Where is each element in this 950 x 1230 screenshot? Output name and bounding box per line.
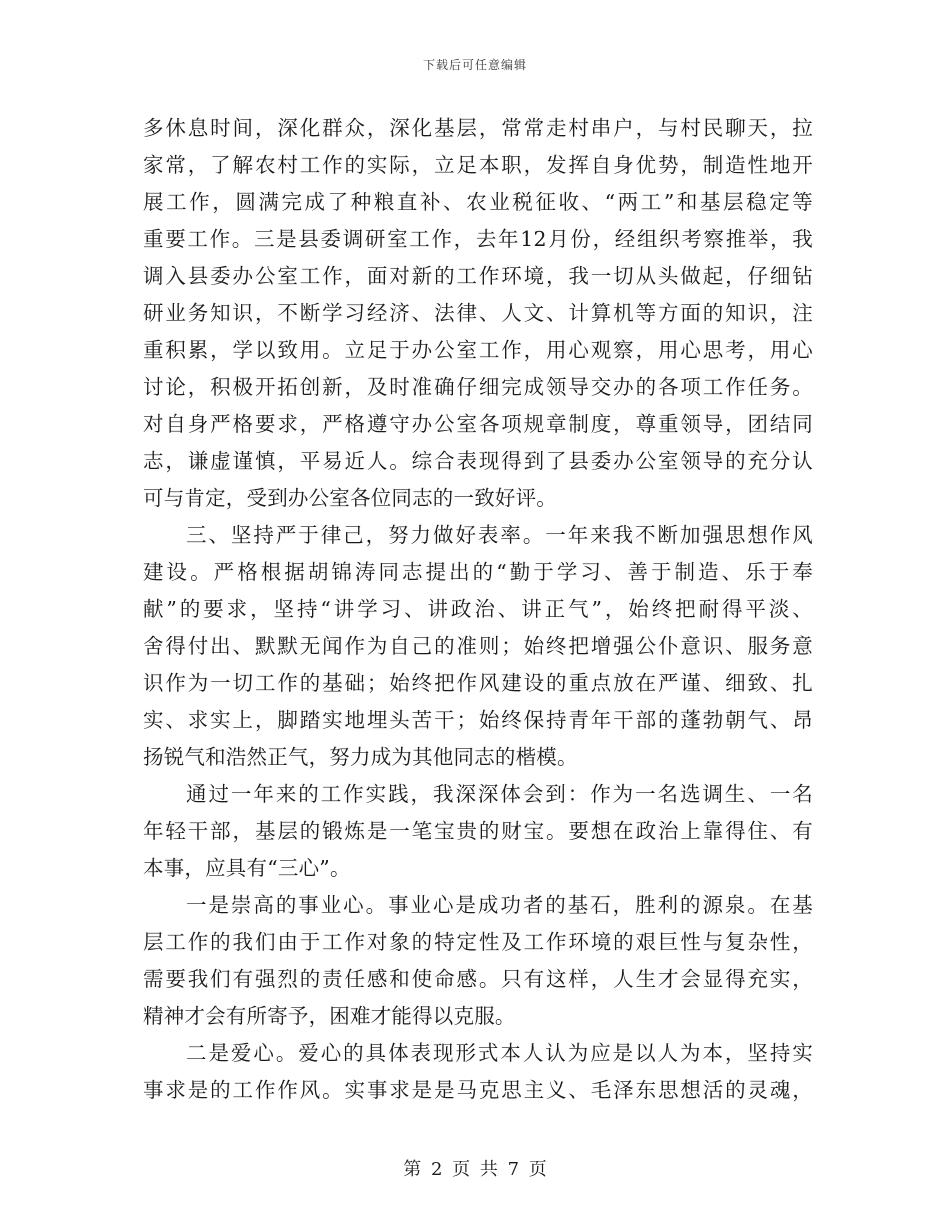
paragraph bbox=[143, 110, 813, 517]
text-line: 三、坚持严于律己，努力做好表率。一年来我不断加强思想作风 bbox=[186, 523, 813, 547]
text-line: 调入县委办公室工作，面对新的工作环境，我一切从头做起，仔细钻 bbox=[143, 264, 813, 288]
text-line: 本事，应具有“三心”。 bbox=[143, 856, 351, 880]
text-line: 多休息时间，深化群众，深化基层，常常走村串户，与村民聊天，拉 bbox=[143, 116, 813, 140]
text-line: 家常，了解农村工作的实际，立足本职，发挥自身优势，制造性地开 bbox=[143, 153, 813, 177]
text-line: 事求是的工作作风。实事求是是马克思主义、毛泽东思想活的灵魂， bbox=[143, 1078, 813, 1102]
paragraph bbox=[143, 887, 813, 1035]
paragraph bbox=[143, 1035, 813, 1109]
text-line: 研业务知识，不断学习经济、法律、人文、计算机等方面的知识，注 bbox=[143, 301, 813, 325]
text-line: 重积累，学以致用。立足于办公室工作，用心观察，用心思考，用心 bbox=[143, 338, 813, 362]
document-body bbox=[143, 110, 813, 1109]
page-header: 下载后可任意编辑 bbox=[422, 58, 527, 72]
text-line: 重要工作。三是县委调研室工作，去年12月份，经组织考察推举，我 bbox=[143, 227, 813, 251]
text-line: 二是爱心。爱心的具体表现形式本人认为应是以人为本，坚持实 bbox=[186, 1041, 813, 1065]
text-line: 年轻干部，基层的锻炼是一笔宝贵的财宝。要想在政治上靠得住、有 bbox=[143, 819, 813, 843]
paragraph bbox=[143, 776, 813, 887]
text-line: 对自身严格要求，严格遵守办公室各项规章制度，尊重领导，团结同 bbox=[143, 412, 813, 436]
text-line: 精神才会有所寄予，困难才能得以克服。 bbox=[143, 1004, 516, 1028]
paragraph bbox=[143, 517, 813, 776]
text-line: 建设。严格根据胡锦涛同志提出的“勤于学习、善于制造、乐于奉 bbox=[143, 560, 813, 584]
text-line: 可与肯定，受到办公室各位同志的一致好评。 bbox=[143, 486, 557, 510]
text-line: 献”的要求，坚持“讲学习、讲政治、讲正气”，始终把耐得平淡、 bbox=[143, 597, 813, 621]
text-line: 扬锐气和浩然正气，努力成为其他同志的楷模。 bbox=[143, 745, 578, 769]
text-line: 层工作的我们由于工作对象的特定性及工作环境的艰巨性与复杂性， bbox=[143, 930, 813, 954]
page-number-footer: 第 2 页 共 7 页 bbox=[403, 1159, 547, 1180]
text-line: 展工作，圆满完成了种粮直补、农业税征收、“两工”和基层稳定等 bbox=[143, 190, 813, 214]
text-line: 需要我们有强烈的责任感和使命感。只有这样，人生才会显得充实， bbox=[143, 967, 813, 991]
text-line: 讨论，积极开拓创新，及时准确仔细完成领导交办的各项工作任务。 bbox=[143, 375, 813, 399]
text-line: 通过一年来的工作实践，我深深体会到：作为一名选调生、一名 bbox=[186, 782, 813, 806]
text-line: 识作为一切工作的基础；始终把作风建设的重点放在严谨、细致、扎 bbox=[143, 671, 813, 695]
text-line: 舍得付出、默默无闻作为自己的准则；始终把增强公仆意识、服务意 bbox=[143, 634, 813, 658]
text-line: 志，谦虚谨慎，平易近人。综合表现得到了县委办公室领导的充分认 bbox=[143, 449, 813, 473]
text-line: 实、求实上，脚踏实地埋头苦干；始终保持青年干部的蓬勃朝气、昂 bbox=[143, 708, 813, 732]
text-line: 一是崇高的事业心。事业心是成功者的基石，胜利的源泉。在基 bbox=[186, 893, 813, 917]
